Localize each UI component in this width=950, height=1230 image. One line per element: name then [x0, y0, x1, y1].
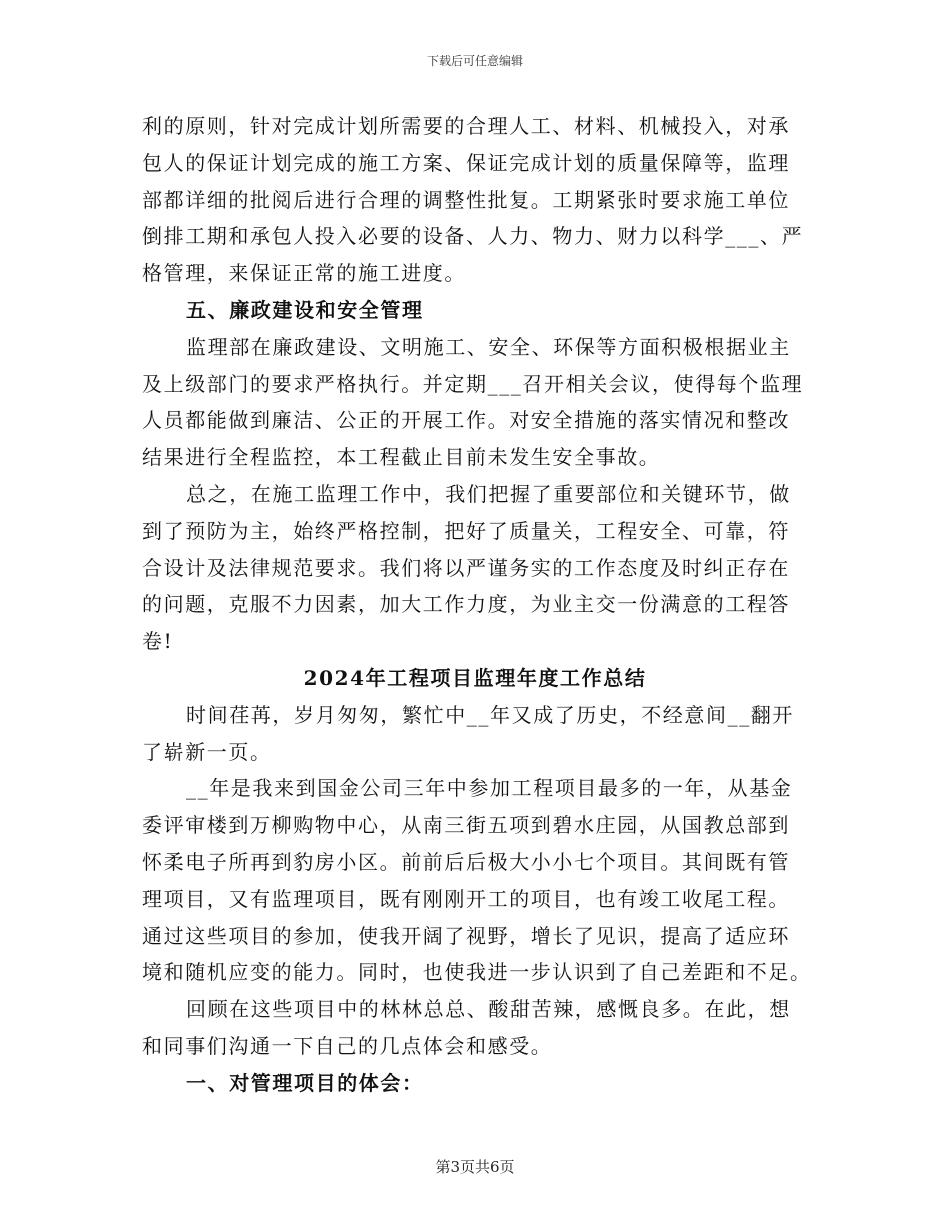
- paragraph-start-line: __年是我来到国金公司三年中参加工程项目最多的一年，从基金: [186, 776, 793, 801]
- paragraph-start-line: 回顾在这些项目中的林林总总、酸甜苦辣，感慨良多。在此，想: [186, 997, 791, 1022]
- body-text-line: 委评审楼到万柳购物中心，从南三街五项到碧水庄园，从国教总部到: [142, 813, 790, 838]
- body-text-line: 倒排工期和承包人投入必要的设备、人力、物力、财力以科学___、严: [142, 224, 804, 249]
- paragraph-start-line: 总之，在施工监理工作中，我们把握了重要部位和关键环节，做: [186, 481, 791, 506]
- body-text-line: 及上级部门的要求严格执行。并定期___召开相关会议，使得每个监理: [142, 371, 804, 396]
- body-text-line: 包人的保证计划完成的施工方案、保证完成计划的质量保障等，监理: [142, 150, 790, 175]
- body-text-line: 结果进行全程监控，本工程截止目前未发生安全事故。: [142, 445, 661, 470]
- body-text-line: 部都详细的批阅后进行合理的调整性批复。工期紧张时要求施工单位: [142, 187, 790, 212]
- body-text-line: 利的原则，针对完成计划所需要的合理人工、材料、机械投入，对承: [142, 114, 790, 138]
- body-text-line: 格管理，来保证正常的施工进度。: [142, 261, 466, 286]
- body-text-line: 了崭新一页。: [142, 739, 272, 764]
- document-body: [142, 108, 812, 1102]
- section-heading: 五、廉政建设和安全管理: [186, 297, 424, 322]
- body-text-line: 到了预防为主，始终严格控制，把好了质量关，工程安全、可靠，符: [142, 518, 790, 543]
- body-text-line: 合设计及法律规范要求。我们将以严谨务实的工作态度及时纠正存在: [142, 555, 790, 580]
- body-text-line: 的问题，克服不力因素，加大工作力度，为业主交一份满意的工程答: [142, 592, 790, 617]
- document-title: 2024年工程项目监理年度工作总结: [303, 665, 647, 690]
- body-text-line: 境和随机应变的能力。同时，也使我进一步认识到了自己差距和不足。: [142, 960, 812, 985]
- body-text-line: 和同事们沟通一下自己的几点体会和感受。: [142, 1033, 553, 1058]
- section-heading: 一、对管理项目的体会：: [186, 1070, 424, 1095]
- paragraph-start-line: 监理部在廉政建设、文明施工、安全、环保等方面积极根据业主: [186, 334, 791, 359]
- body-text-line: 怀柔电子所再到豹房小区。前前后后极大小小七个项目。其间既有管: [142, 849, 790, 874]
- body-text-line: 人员都能做到廉洁、公正的开展工作。对安全措施的落实情况和整改: [142, 408, 790, 433]
- paragraph-start-line: 时间荏苒，岁月匆匆，繁忙中__年又成了历史，不经意间__翻开: [186, 702, 794, 727]
- page-number: 第3页共6页: [435, 1158, 515, 1176]
- body-text-line: 通过这些项目的参加，使我开阔了视野，增长了见识，提高了适应环: [142, 923, 790, 948]
- body-text-line: 卷!: [142, 629, 174, 654]
- page-header: 下载后可任意编辑: [426, 54, 523, 68]
- body-text-line: 理项目，又有监理项目，既有刚刚开工的项目，也有竣工收尾工程。: [142, 886, 790, 911]
